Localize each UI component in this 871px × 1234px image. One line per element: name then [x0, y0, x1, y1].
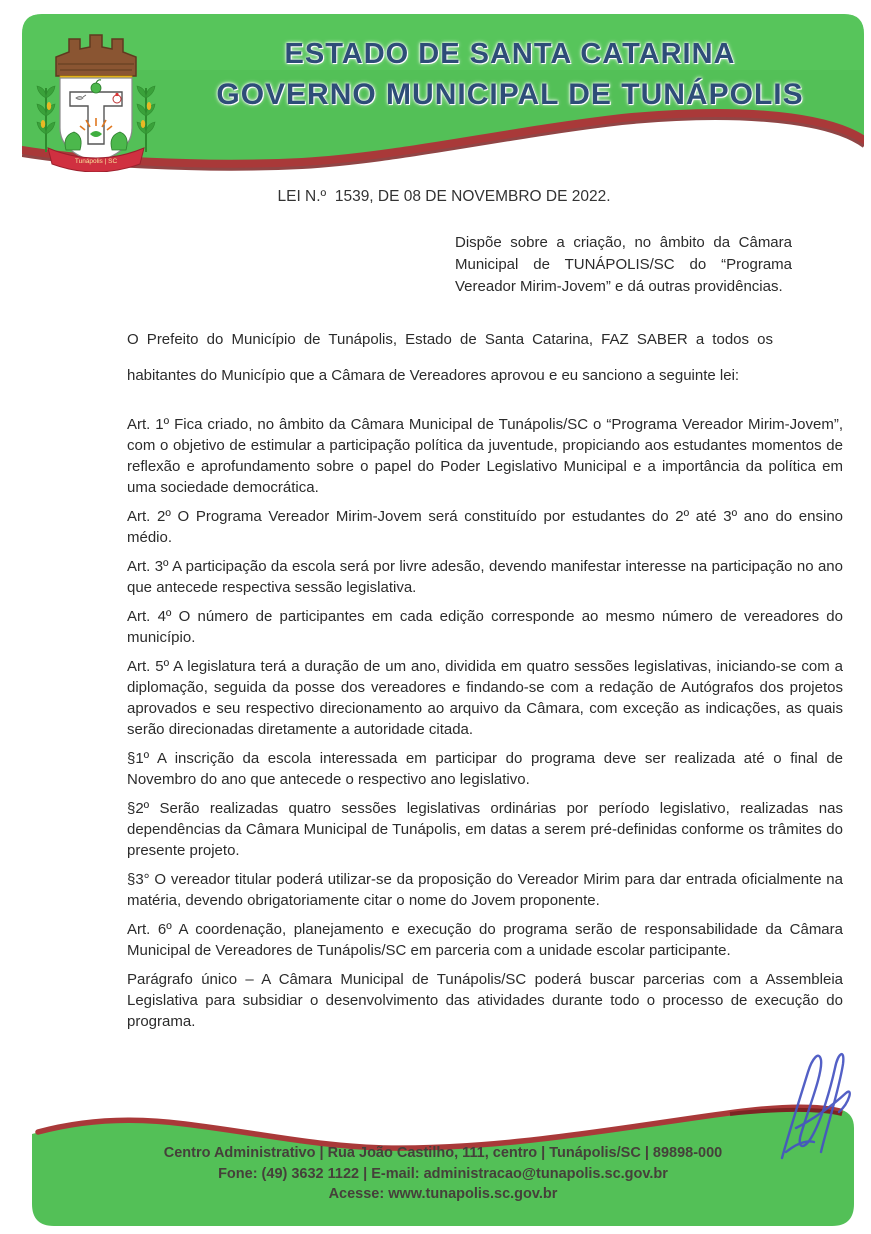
crest-rooster-comb	[115, 93, 118, 96]
law-paragraph: Art. 3º A participação da escola será por livre adesão, devendo manifestar interesse na participação no ano que antecede respectiva sessão legislativa.	[127, 558, 843, 596]
law-number-title: LEI N.º 1539, DE 08 DE NOVEMBRO DE 2022.	[277, 188, 611, 205]
crest-rooster-icon	[113, 95, 121, 103]
law-paragraph: §3° O vereador titular poderá utilizar-se da proposição do Vereador Mirim para dar entrada oficialmente na matéria, devendo obrigatoriamente citar o nome do Jovem proponente.	[127, 871, 843, 909]
law-paragraph: Art. 5º A legislatura terá a duração de um ano, dividida em quatro sessões legislativas, iniciando-se com a diplomação, seguida da posse dos vereadores e findando-se com a redação de Autógrafos dos projetos aprovados e seu respectivo direcionamento ao arquivo da Câmara, com exceção as indicações, as quais serão direcionadas diretamente a autoridade citada.	[127, 658, 843, 738]
letterhead-titles	[165, 34, 855, 116]
law-paragraph: §1º A inscrição da escola interessada em participar do programa deve ser realizada até o final de Novembro do ano que antecede o respectivo ano legislativo.	[127, 750, 843, 788]
crest-ribbon-label: Tunápolis | SC	[74, 158, 118, 165]
law-articles	[127, 414, 843, 1032]
municipality-title: GOVERNO MUNICIPAL DE TUNÁPOLIS	[216, 78, 804, 111]
coat-of-arms	[36, 22, 156, 172]
law-paragraph: Art. 6º A coordenação, planejamento e execução do programa serão de responsabilidade da Câmara Municipal de Vereadores de Tunápolis/SC em parceria com a unidade escolar participante.	[127, 921, 843, 959]
footer-website: Acesse: www.tunapolis.sc.gov.br	[328, 1186, 558, 1202]
crest-corn-left-icon	[37, 86, 55, 152]
law-paragraph: Art. 4º O número de participantes em cada edição corresponde ao mesmo número de vereadores do município.	[127, 608, 843, 646]
footer-contact	[30, 1143, 856, 1205]
law-ementa: Dispõe sobre a criação, no âmbito da Câmara Municipal de TUNÁPOLIS/SC do “Programa Vereador Mirim-Jovem” e dá outras providências.	[455, 234, 792, 295]
law-body	[127, 186, 843, 1040]
signature	[776, 1040, 860, 1164]
crest-corn-right-icon	[137, 86, 155, 152]
crest-apple-icon	[91, 83, 101, 93]
law-paragraph: Parágrafo único – A Câmara Municipal de Tunápolis/SC poderá buscar parcerias com a Assembleia Legislativa para subsidiar o desenvolvimento das atividades durante todo o processo de execução do programa.	[127, 971, 843, 1030]
footer-address: Centro Administrativo | Rua João Castilho, 111, centro | Tunápolis/SC | 89898-000	[163, 1145, 723, 1161]
law-paragraph: Art. 1º Fica criado, no âmbito da Câmara Municipal de Tunápolis/SC o “Programa Vereador Mirim-Jovem”, com o objetivo de estimular a participação política da juventude, propiciando aos estudantes momentos de reflexão e aprofundamento sobre o papel do Poder Legislativo Municipal e a importância da política em uma sociedade democrática.	[127, 416, 843, 496]
law-preamble: O Prefeito do Município de Tunápolis, Estado de Santa Catarina, FAZ SABER a todos os habitantes do Município que a Câmara de Vereadores aprovou e eu sanciono a seguinte lei:	[127, 331, 773, 384]
law-paragraph: §2º Serão realizadas quatro sessões legislativas ordinárias por período legislativo, realizadas nas dependências da Câmara Municipal de Tunápolis, em datas a serem pré-definidas conforme os trâmites do presente projeto.	[127, 800, 843, 859]
law-paragraph: Art. 2º O Programa Vereador Mirim-Jovem será constituído por estudantes do 2º até 3º ano do ensino médio.	[127, 508, 843, 546]
footer-phone-email: Fone: (49) 3632 1122 | E-mail: administracao@tunapolis.sc.gov.br	[218, 1165, 668, 1182]
state-title: ESTADO DE SANTA CATARINA	[284, 38, 736, 70]
